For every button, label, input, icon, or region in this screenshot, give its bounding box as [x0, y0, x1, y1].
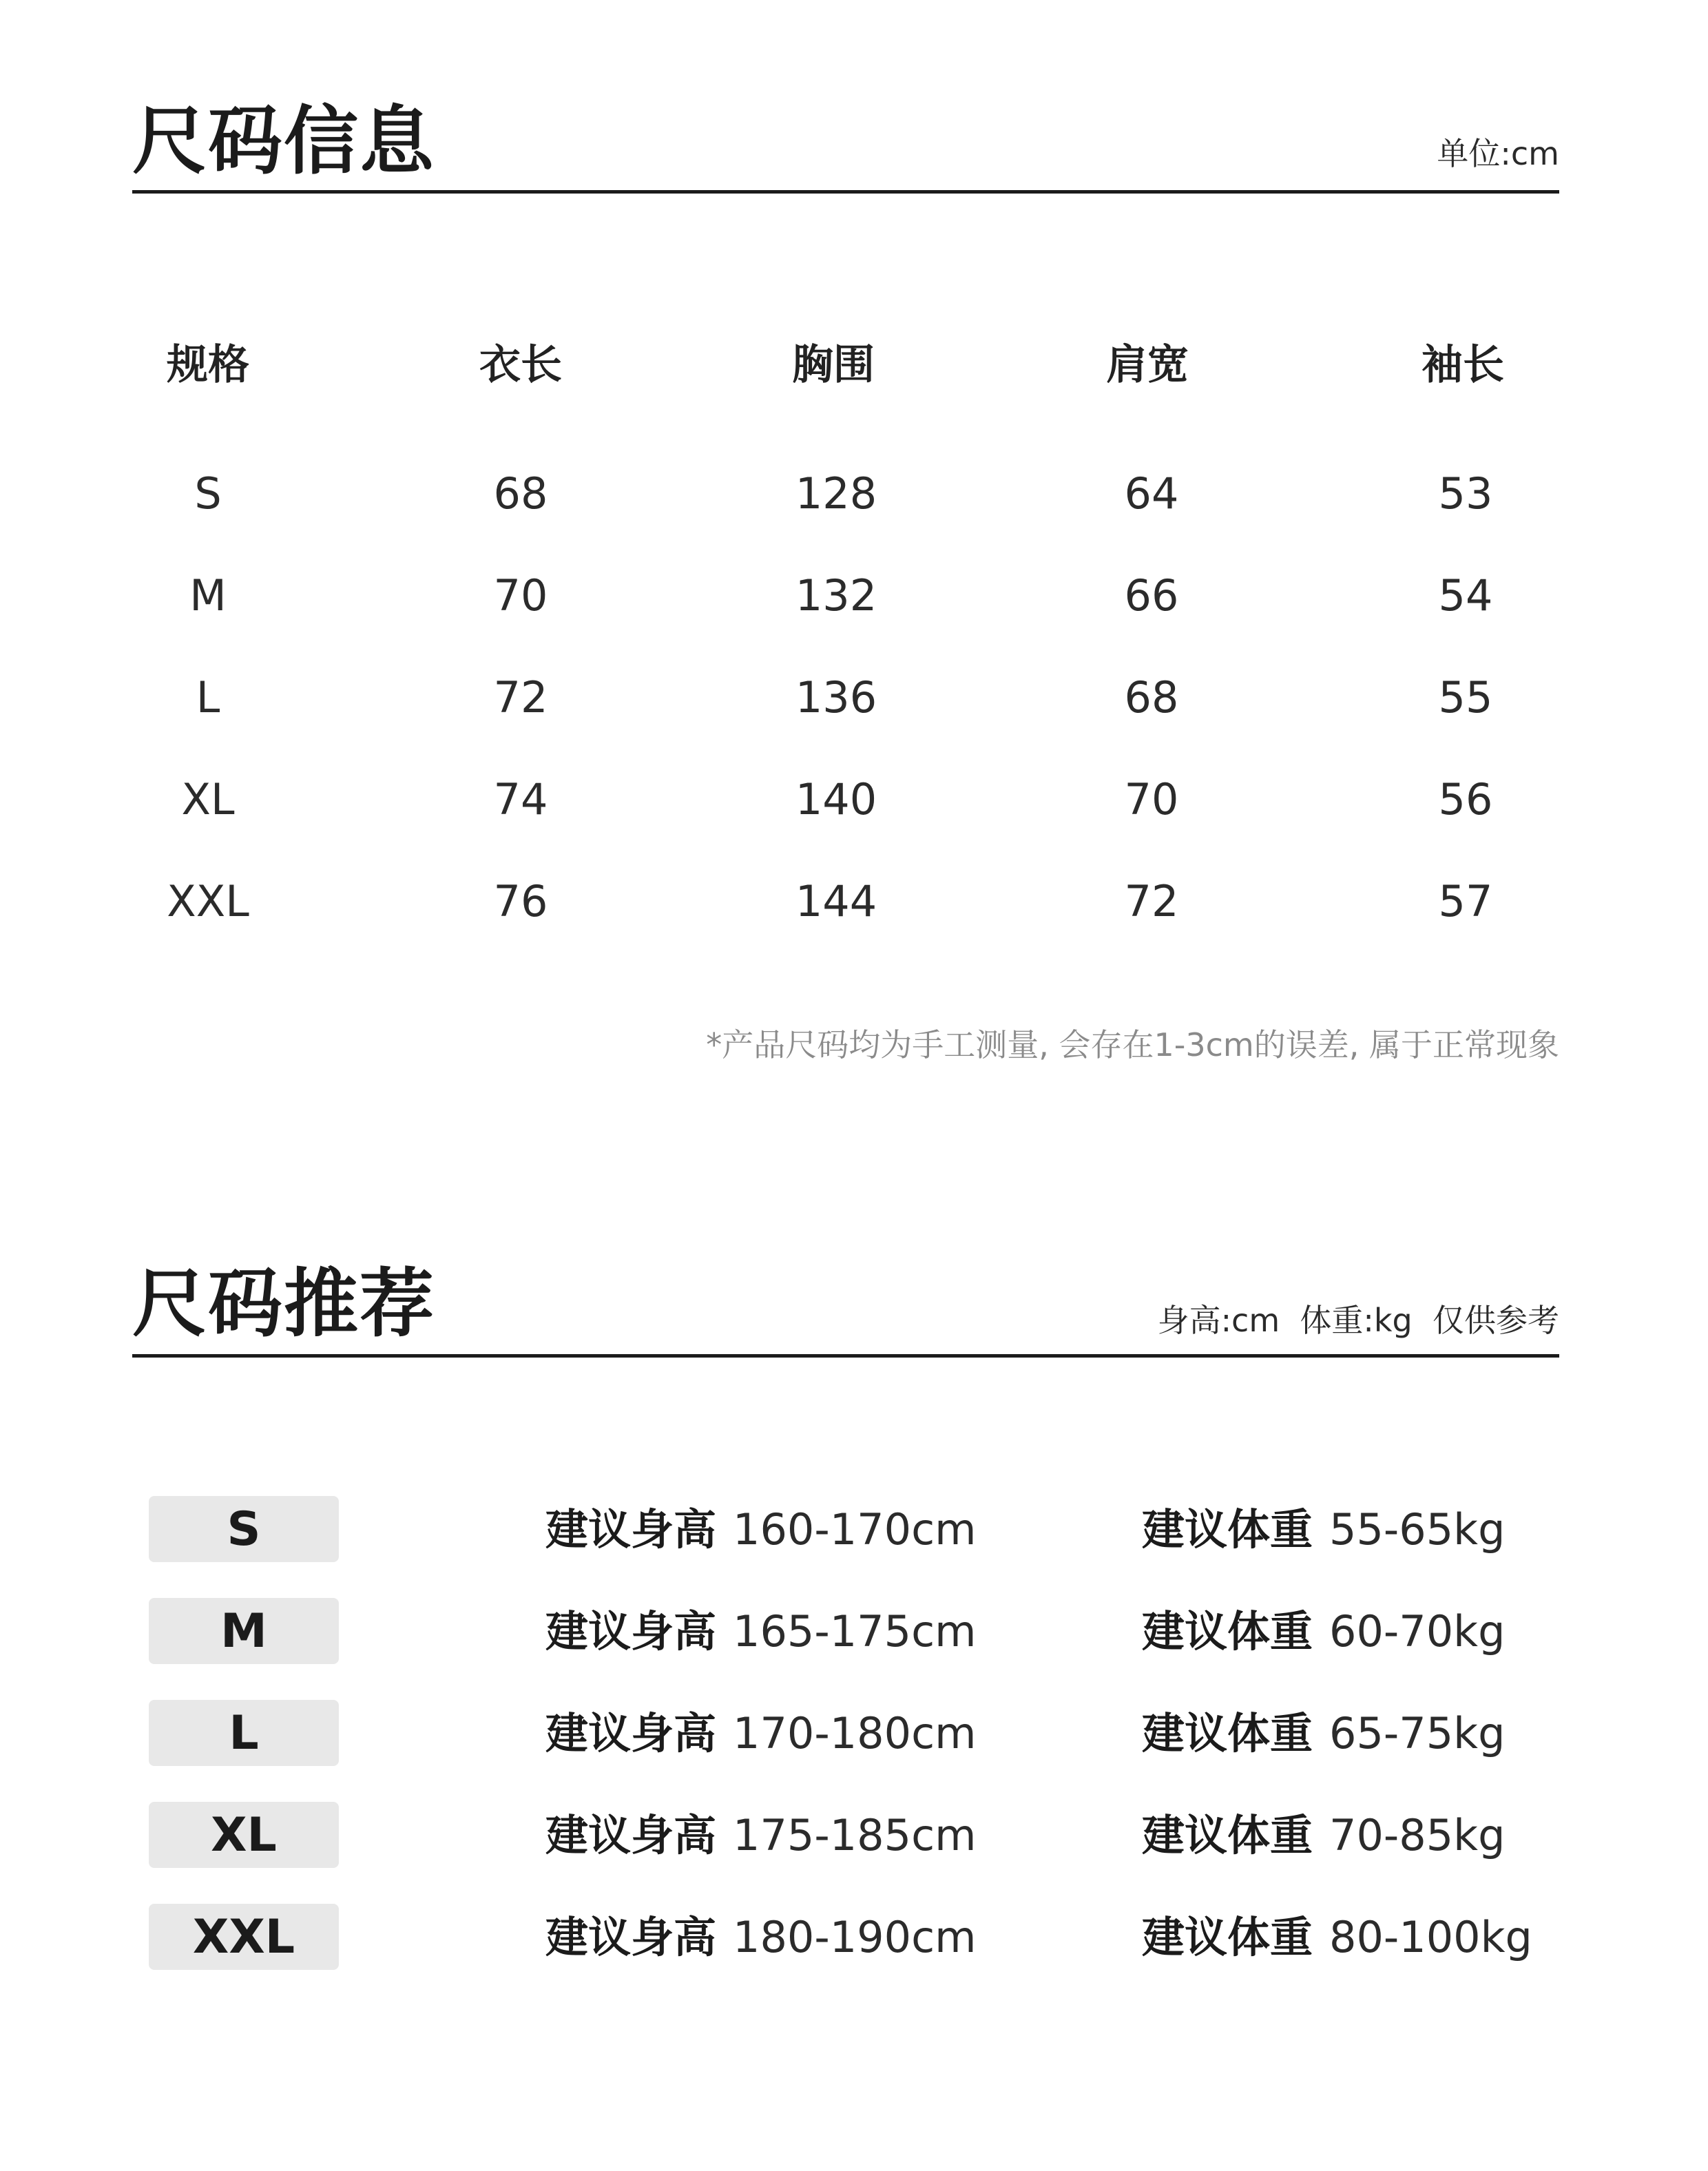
row-length: 74 — [493, 774, 548, 824]
height-recommendation — [545, 1708, 977, 1758]
row-sleeve: 56 — [1438, 774, 1493, 824]
header-sleeve: 袖长 — [1421, 341, 1504, 389]
row-chest: 132 — [795, 570, 877, 621]
row-shoulder: 66 — [1124, 570, 1179, 621]
height-value: 160-170cm — [733, 1504, 977, 1555]
weight-value: 60-70kg — [1329, 1606, 1506, 1656]
weight-value: 80-100kg — [1329, 1912, 1532, 1962]
weight-label: 建议体重 — [1142, 1810, 1313, 1860]
height-value: 165-175cm — [733, 1606, 977, 1656]
measurement-disclaimer: *产品尺码均为手工测量, 会存在1-3cm的误差, 属于正常现象 — [706, 1026, 1559, 1063]
row-shoulder: 70 — [1124, 774, 1179, 824]
size-info-divider — [132, 190, 1559, 194]
unit-note: 单位:cm — [1437, 135, 1559, 172]
row-shoulder: 64 — [1124, 468, 1179, 519]
height-recommendation — [545, 1912, 977, 1962]
row-length: 68 — [493, 468, 548, 519]
header-spec: 规格 — [167, 341, 249, 389]
weight-label: 建议体重 — [1142, 1912, 1313, 1962]
row-size: L — [196, 672, 220, 723]
size-chip: M — [149, 1598, 339, 1664]
height-label: 建议身高 — [545, 1504, 717, 1555]
row-shoulder: 68 — [1124, 672, 1179, 723]
header-shoulder: 肩宽 — [1106, 341, 1189, 389]
size-recommend-title: 尺码推荐 — [132, 1261, 436, 1347]
row-chest: 140 — [795, 774, 877, 824]
row-sleeve: 54 — [1438, 570, 1493, 621]
row-chest: 136 — [795, 672, 877, 723]
weight-label: 建议体重 — [1142, 1606, 1313, 1656]
weight-recommendation — [1142, 1912, 1532, 1962]
row-chest: 144 — [795, 876, 877, 926]
height-value: 170-180cm — [733, 1708, 977, 1758]
row-length: 76 — [493, 876, 548, 926]
height-recommendation — [545, 1504, 977, 1555]
height-label: 建议身高 — [545, 1810, 717, 1860]
weight-value: 65-75kg — [1329, 1708, 1506, 1758]
height-value: 180-190cm — [733, 1912, 977, 1962]
row-size: XL — [181, 774, 235, 824]
weight-recommendation — [1142, 1606, 1506, 1656]
height-recommendation — [545, 1810, 977, 1860]
weight-recommendation — [1142, 1708, 1506, 1758]
weight-value: 55-65kg — [1329, 1504, 1506, 1555]
height-label: 建议身高 — [545, 1912, 717, 1962]
row-chest: 128 — [795, 468, 877, 519]
row-sleeve: 55 — [1438, 672, 1493, 723]
weight-label: 建议体重 — [1142, 1504, 1313, 1555]
weight-value: 70-85kg — [1329, 1810, 1506, 1860]
row-sleeve: 57 — [1438, 876, 1493, 926]
row-size: M — [189, 570, 227, 621]
row-length: 72 — [493, 672, 548, 723]
row-shoulder: 72 — [1124, 876, 1179, 926]
row-size: S — [194, 468, 222, 519]
weight-label: 建议体重 — [1142, 1708, 1313, 1758]
header-length: 衣长 — [479, 341, 562, 389]
weight-recommendation — [1142, 1810, 1506, 1860]
size-chip: L — [149, 1700, 339, 1766]
recommend-note: 身高:cm 体重:kg 仅供参考 — [1157, 1302, 1559, 1339]
size-info-title: 尺码信息 — [132, 98, 436, 185]
size-chip: XXL — [149, 1904, 339, 1970]
row-length: 70 — [493, 570, 548, 621]
height-label: 建议身高 — [545, 1708, 717, 1758]
height-value: 175-185cm — [733, 1810, 977, 1860]
recommend-divider — [132, 1354, 1559, 1358]
height-recommendation — [545, 1606, 977, 1656]
size-chip: XL — [149, 1802, 339, 1868]
row-size: XXL — [167, 876, 249, 926]
height-label: 建议身高 — [545, 1606, 717, 1656]
header-chest: 胸围 — [792, 341, 875, 389]
size-chip: S — [149, 1496, 339, 1562]
row-sleeve: 53 — [1438, 468, 1493, 519]
weight-recommendation — [1142, 1504, 1506, 1555]
